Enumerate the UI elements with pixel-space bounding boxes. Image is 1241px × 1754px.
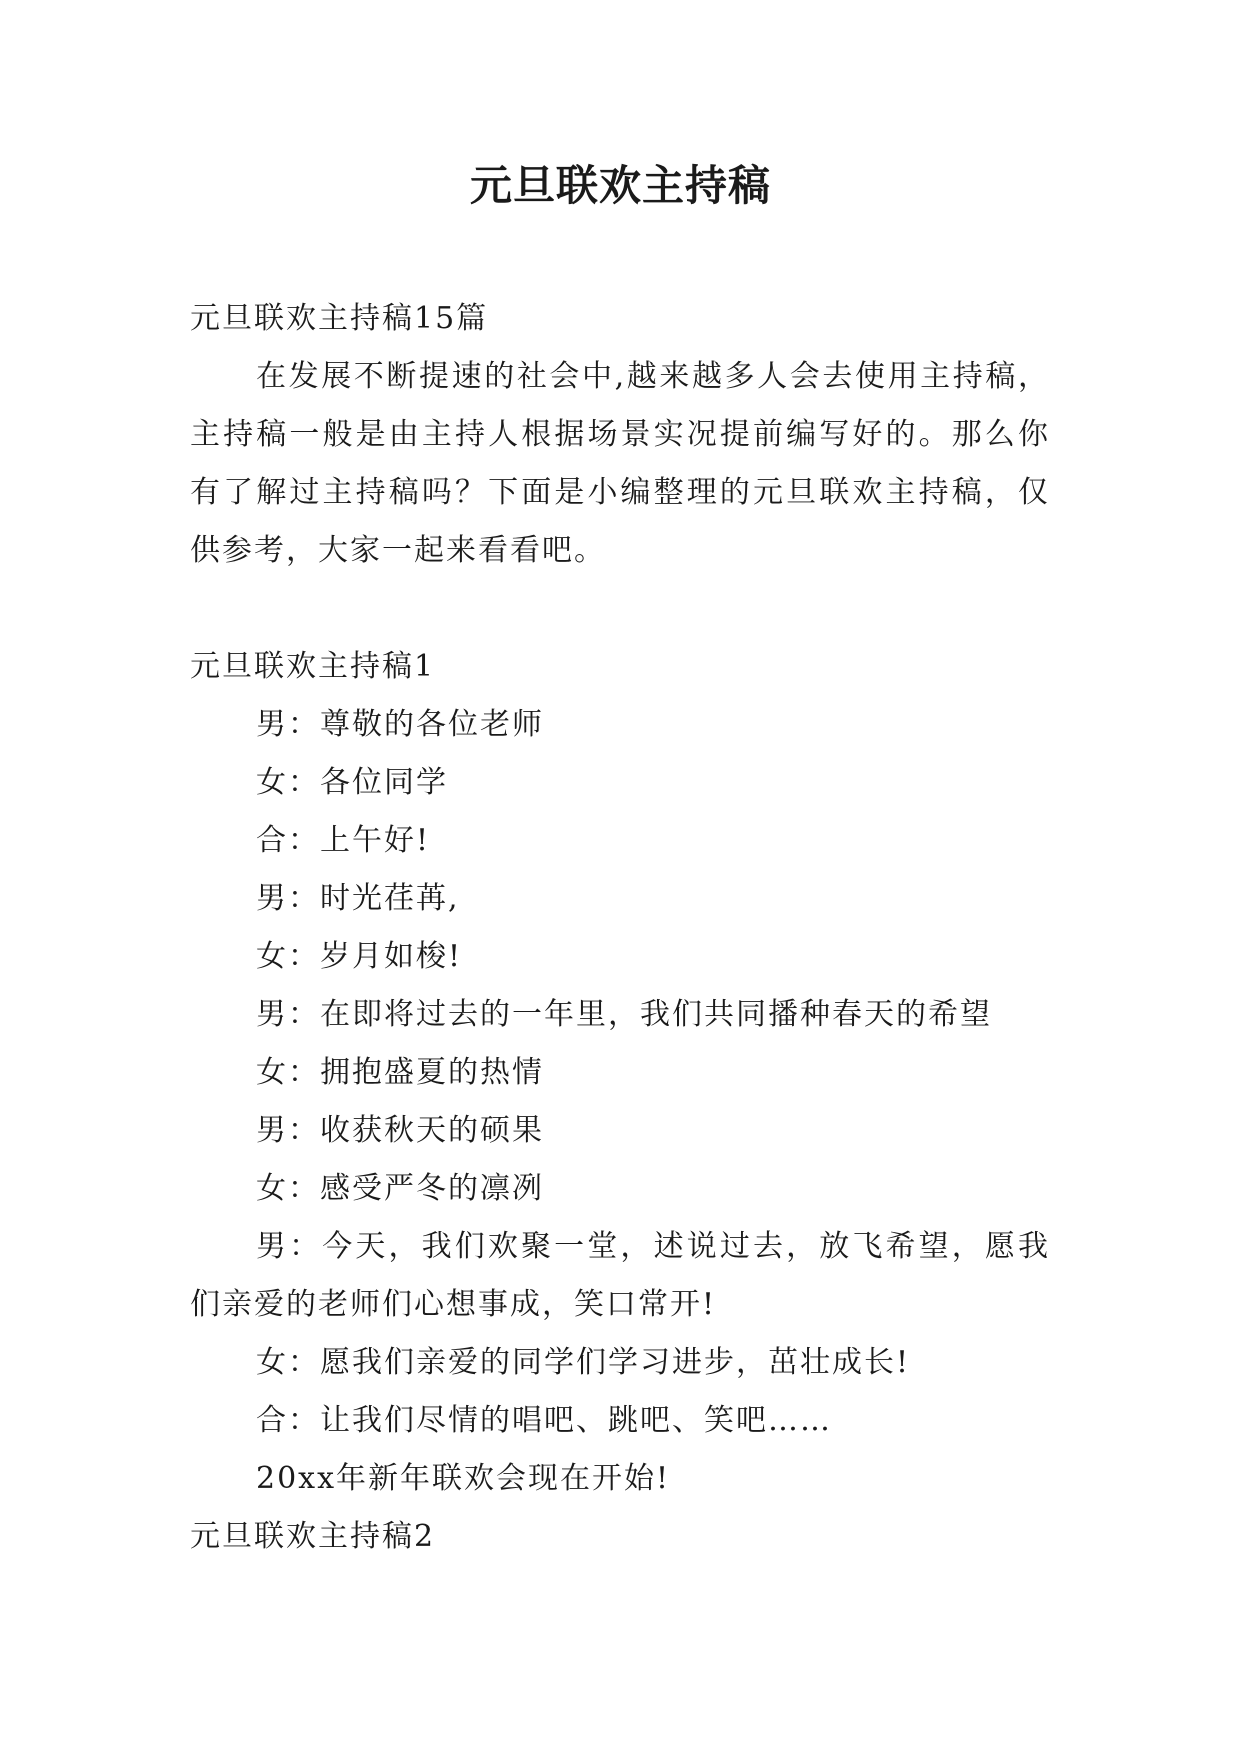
- dialogue-line: 男：时光荏苒,: [256, 881, 460, 916]
- dialogue-line: 女：感受严冬的凛冽: [256, 1171, 544, 1206]
- dialogue-line: 女：各位同学: [256, 765, 448, 800]
- intro-paragraph: 在发展不断提速的社会中,越来越多人会去使用主持稿，主持稿一般是由主持人根据场景实况提前编写好的。那么你有了解过主持稿吗？下面是小编整理的元旦联欢主持稿，仅供参考，大家一起来看看吧。: [190, 359, 1050, 568]
- dialogue-line: 合：上午好!: [256, 823, 431, 858]
- dialogue-line: 男：收获秋天的硕果: [256, 1113, 544, 1148]
- document-subtitle: 元旦联欢主持稿15篇: [190, 301, 489, 336]
- section-heading-1: 元旦联欢主持稿1: [190, 649, 436, 684]
- dialogue-line: 男：在即将过去的一年里，我们共同播种春天的希望: [256, 997, 992, 1032]
- dialogue-line: 男：尊敬的各位老师: [256, 707, 544, 742]
- spacer: [190, 580, 1050, 638]
- dialogue-line: 女：愿我们亲爱的同学们学习进步，茁壮成长!: [256, 1345, 911, 1380]
- document-body: [190, 290, 1050, 1566]
- dialogue-line: 女：岁月如梭!: [256, 939, 463, 974]
- dialogue-line: 女：拥抱盛夏的热情: [256, 1055, 544, 1090]
- dialogue-line: 合：让我们尽情的唱吧、跳吧、笑吧……: [256, 1403, 832, 1438]
- dialogue-line: 20xx年新年联欢会现在开始!: [256, 1461, 671, 1496]
- document-title: 元旦联欢主持稿: [469, 161, 771, 210]
- section-heading-2: 元旦联欢主持稿2: [190, 1519, 436, 1554]
- dialogue-paragraph: 男：今天，我们欢聚一堂，述说过去，放飞希望，愿我们亲爱的老师们心想事成，笑口常开!: [190, 1229, 1050, 1322]
